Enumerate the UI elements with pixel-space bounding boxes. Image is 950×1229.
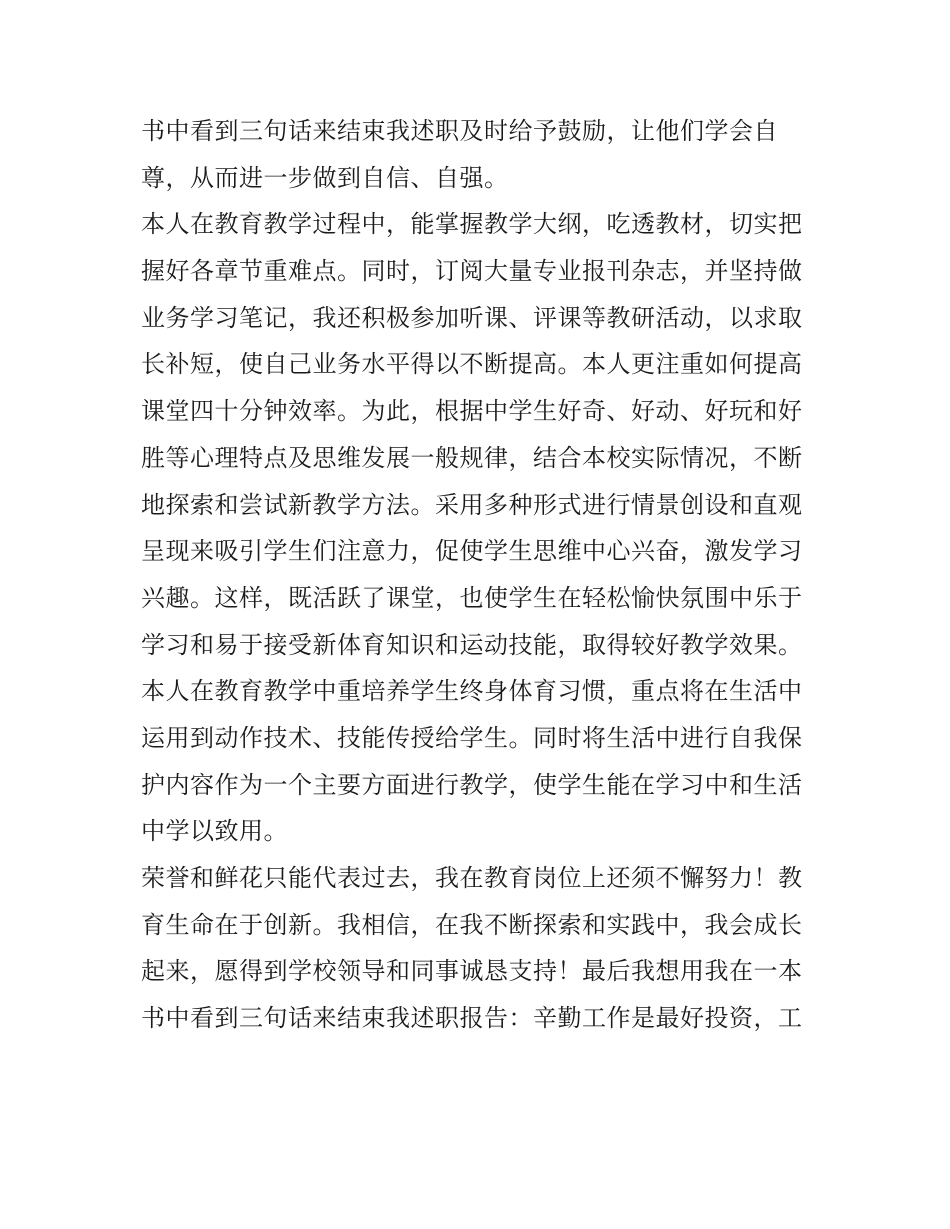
text-line: 荣誉和鲜花只能代表过去，我在教育岗位上还须不懈努力！教 xyxy=(141,864,803,892)
text-line: 本人在教育教学过程中，能掌握教学大纲，吃透教材，切实把 xyxy=(141,210,803,239)
text-line: 学习和易于接受新体育知识和运动技能，取得较好教学效果。 xyxy=(141,630,803,659)
text-line: 课堂四十分钟效率。为此，根据中学生好奇、好动、好玩和好 xyxy=(141,397,803,426)
text-line: 握好各章节重难点。同时，订阅大量专业报刊杂志，并坚持做 xyxy=(141,257,803,286)
text-line: 兴趣。这样，既活跃了课堂，也使学生在轻松愉快氛围中乐于 xyxy=(141,583,803,612)
text-line: 书中看到三句话来结束我述职及时给予鼓励，让他们学会自 xyxy=(141,117,778,145)
text-line: 尊，从而进一步做到自信、自强。 xyxy=(141,163,509,192)
text-line: 起来，愿得到学校领导和同事诚恳支持！最后我想用我在一本 xyxy=(141,957,803,986)
text-line: 本人在教育教学中重培养学生终身体育习惯，重点将在生活中 xyxy=(141,677,803,706)
text-line: 业务学习笔记，我还积极参加听课、评课等教研活动，以求取 xyxy=(141,303,803,332)
text-line: 长补短，使自己业务水平得以不断提高。本人更注重如何提高 xyxy=(141,350,803,379)
body-text xyxy=(141,108,813,1042)
text-line: 育生命在于创新。我相信，在我不断探索和实践中，我会成长 xyxy=(141,910,803,939)
text-line: 地探索和尝试新教学方法。采用多种形式进行情景创设和直观 xyxy=(141,490,803,519)
text-line: 胜等心理特点及思维发展一般规律，结合本校实际情况，不断 xyxy=(141,443,803,472)
text-line: 运用到动作技术、技能传授给学生。同时将生活中进行自我保 xyxy=(141,723,803,752)
text-line: 中学以致用。 xyxy=(141,817,288,846)
text-line: 护内容作为一个主要方面进行教学，使学生能在学习中和生活 xyxy=(141,770,803,799)
text-line: 书中看到三句话来结束我述职报告：辛勤工作是最好投资，工 xyxy=(141,1004,803,1033)
text-line: 呈现来吸引学生们注意力，促使学生思维中心兴奋，激发学习 xyxy=(141,537,803,566)
